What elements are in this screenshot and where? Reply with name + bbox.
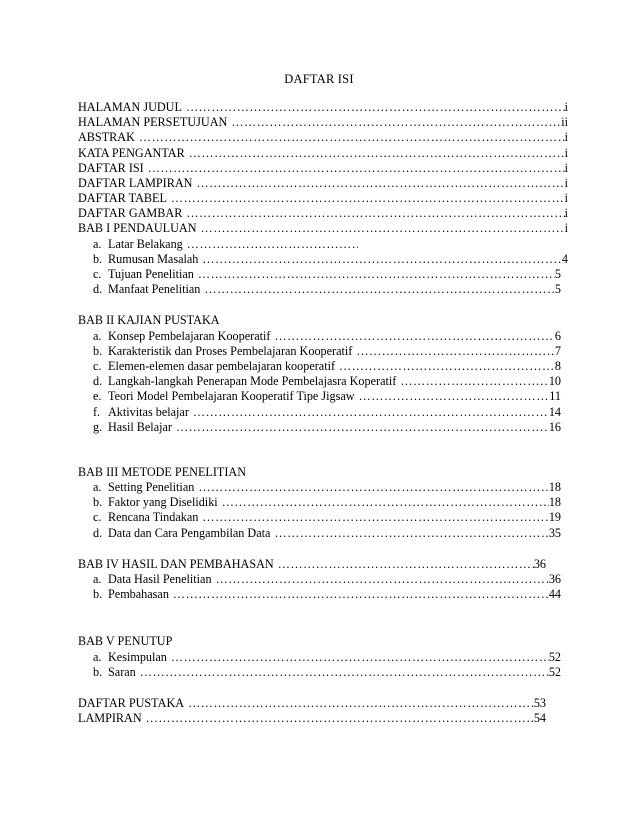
toc-entry[interactable]	[78, 526, 561, 541]
dot-leader	[173, 587, 549, 602]
dot-leader	[216, 572, 549, 587]
entry-page: 11	[549, 389, 561, 404]
entry-page: 5	[554, 282, 561, 297]
entry-page: 8	[554, 358, 561, 373]
dot-leader	[187, 237, 358, 252]
entry-label: HALAMAN JUDUL	[78, 99, 182, 114]
entry-marker: a.	[93, 480, 102, 495]
entry-marker: a.	[93, 572, 102, 587]
entry-label: DAFTAR LAMPIRAN	[78, 175, 193, 190]
entry-page: i	[564, 221, 568, 236]
dot-leader	[198, 480, 548, 495]
entry-page: 19	[548, 510, 561, 525]
entry-label: Rencana Tindakan	[108, 510, 199, 525]
entry-marker: f.	[93, 404, 101, 419]
entry-marker: d.	[93, 374, 103, 389]
toc-entry[interactable]	[78, 344, 561, 359]
dot-leader	[274, 526, 548, 541]
entry-page: 14	[548, 404, 561, 419]
entry-page: i	[564, 130, 568, 145]
entry-page: 5	[554, 267, 561, 282]
entry-label: Data Hasil Penelitian	[108, 572, 212, 587]
toc-entry[interactable]	[78, 359, 561, 374]
entry-page: i	[564, 206, 568, 221]
entry-page: 10	[548, 374, 561, 389]
back-matter-list	[78, 696, 568, 726]
entry-label: Setting Penelitian	[108, 480, 195, 495]
entry-label: Tujuan Penelitian	[108, 267, 194, 282]
toc-entry[interactable]	[78, 115, 568, 130]
toc-entry[interactable]	[78, 267, 561, 282]
entry-page: 6	[554, 328, 561, 343]
chapter-label: BAB II KAJIAN PUSTAKA	[78, 313, 220, 328]
entry-page: 53	[533, 695, 546, 710]
entry-label: Faktor yang Diselidiki	[108, 495, 218, 510]
chapter-label: BAB V PENUTUP	[78, 634, 173, 649]
entry-label: Hasil Belajar	[108, 419, 172, 434]
toc-entry[interactable]	[78, 206, 568, 221]
toc-entry[interactable]	[78, 161, 568, 176]
dot-leader	[188, 696, 534, 711]
toc-entry[interactable]	[78, 696, 546, 711]
dot-leader	[278, 557, 534, 572]
entry-label: Manfaat Penelitian	[108, 282, 201, 297]
entry-label: ABSTRAK	[78, 130, 135, 145]
dot-leader	[146, 711, 534, 726]
toc-entry[interactable]	[78, 665, 561, 680]
entry-marker: a.	[93, 649, 102, 664]
toc-entry[interactable]	[78, 146, 568, 161]
dot-leader	[176, 420, 549, 435]
dot-leader	[186, 100, 565, 115]
entry-page: 52	[548, 649, 561, 664]
entry-label: Data dan Cara Pengambilan Data	[108, 525, 271, 540]
entry-page: 4	[561, 251, 568, 266]
toc-entry[interactable]	[78, 374, 561, 389]
entry-label: Langkah-langkah Penerapan Mode Pembelajasra Koperatif	[108, 374, 397, 389]
chapter-label: BAB IV HASIL DAN PEMBAHASAN	[78, 556, 274, 571]
entry-label: HALAMAN PERSETUJUAN	[78, 115, 228, 130]
entry-label: BAB I PENDAULUAN	[78, 221, 197, 236]
dot-leader	[139, 130, 565, 145]
toc-entry[interactable]	[78, 176, 568, 191]
entry-label: Elemen-elemen dasar pembelajaran kooperatif	[108, 358, 336, 373]
toc-entry[interactable]	[78, 650, 561, 665]
toc-entry[interactable]	[78, 420, 561, 435]
entry-page: i	[564, 175, 568, 190]
toc-entry[interactable]	[78, 237, 358, 252]
toc-entry[interactable]	[78, 495, 561, 510]
entry-page: i	[564, 160, 568, 175]
dot-leader	[148, 161, 565, 176]
entry-marker: b.	[93, 587, 103, 602]
dot-leader	[201, 221, 565, 236]
entry-page: i	[564, 99, 568, 114]
entry-marker: b.	[93, 495, 103, 510]
toc-entry[interactable]	[78, 329, 561, 344]
dot-leader	[356, 344, 555, 359]
entry-label: LAMPIRAN	[78, 711, 142, 726]
dot-leader	[231, 115, 561, 130]
entry-marker: d.	[93, 282, 103, 297]
dot-leader	[274, 329, 554, 344]
toc-entry[interactable]	[78, 282, 561, 297]
toc-entry[interactable]	[78, 711, 546, 726]
entry-label: Teori Model Pembelajaran Kooperatif Tipe Jigsaw	[108, 389, 355, 404]
entry-marker: c.	[93, 267, 102, 282]
toc-entry[interactable]	[78, 252, 568, 267]
bab4-items	[78, 572, 568, 602]
entry-page: ii	[561, 115, 568, 130]
entry-label: DAFTAR ISI	[78, 160, 144, 175]
toc-entry[interactable]	[78, 389, 561, 404]
entry-marker: b.	[93, 251, 103, 266]
entry-marker: b.	[93, 343, 103, 358]
dot-leader	[198, 267, 555, 282]
toc-entry[interactable]	[78, 100, 568, 115]
entry-page: i	[564, 145, 568, 160]
dot-leader	[140, 665, 549, 680]
toc-entry[interactable]	[78, 480, 561, 495]
toc-entry[interactable]	[78, 191, 568, 206]
entry-page: 35	[548, 525, 561, 540]
entry-marker: d.	[93, 525, 103, 540]
entry-page: 16	[548, 419, 561, 434]
chapter-heading[interactable]	[78, 634, 568, 649]
entry-label: Pembahasan	[108, 587, 169, 602]
dot-leader	[222, 495, 549, 510]
entry-label: DAFTAR TABEL	[78, 191, 167, 206]
entry-marker: a.	[93, 328, 102, 343]
entry-label: DAFTAR PUSTAKA	[78, 695, 185, 710]
chapter-heading[interactable]	[78, 465, 568, 480]
dot-leader	[202, 510, 548, 525]
chapter-heading[interactable]	[78, 557, 546, 572]
entry-marker: c.	[93, 358, 102, 373]
entry-page: 36	[548, 572, 561, 587]
entry-marker: c.	[93, 510, 102, 525]
entry-label: Kesimpulan	[108, 649, 167, 664]
dot-leader	[339, 359, 555, 374]
toc-entry[interactable]	[78, 511, 561, 526]
entry-page: i	[564, 191, 568, 206]
entry-label: KATA PENGANTAR	[78, 145, 185, 160]
dot-leader	[359, 389, 550, 404]
dot-leader	[171, 650, 549, 665]
entry-page: 18	[548, 495, 561, 510]
toc-entry[interactable]	[78, 587, 561, 602]
table-of-contents	[78, 100, 568, 726]
entry-label: DAFTAR GAMBAR	[78, 206, 183, 221]
toc-entry[interactable]	[78, 572, 561, 587]
bab3-items	[78, 480, 568, 541]
dot-leader	[400, 374, 548, 389]
entry-page: 52	[548, 664, 561, 679]
entry-page: 18	[548, 480, 561, 495]
entry-label: Aktivitas belajar	[108, 404, 189, 419]
bab1-items	[78, 237, 568, 298]
entry-label: Rumusan Masalah	[108, 251, 199, 266]
toc-entry[interactable]	[78, 130, 568, 145]
entry-label: Saran	[108, 664, 136, 679]
dot-leader	[196, 176, 564, 191]
dot-leader	[193, 405, 549, 420]
entry-label: Konsep Pembelajaran Kooperatif	[108, 328, 271, 343]
bab2-items	[78, 329, 568, 435]
toc-entry[interactable]	[78, 405, 561, 420]
page-title: DAFTAR ISI	[284, 72, 354, 86]
dot-leader	[171, 191, 565, 206]
dot-leader	[202, 252, 562, 267]
entry-page: 7	[554, 343, 561, 358]
entry-page: 44	[548, 587, 561, 602]
entry-marker: e.	[93, 389, 102, 404]
entry-label: Karakteristik dan Proses Pembelajaran Kooperatif	[108, 343, 353, 358]
entry-marker: g.	[93, 419, 103, 434]
front-matter-list	[78, 100, 568, 237]
entry-page: 54	[533, 711, 546, 726]
toc-entry[interactable]	[78, 222, 568, 237]
dot-leader	[186, 206, 564, 221]
entry-marker: a.	[93, 236, 102, 251]
bab5-items	[78, 650, 568, 680]
entry-marker: b.	[93, 664, 103, 679]
entry-page: 36	[533, 556, 546, 571]
entry-label: Latar Belakang	[108, 236, 183, 251]
dot-leader	[204, 282, 555, 297]
dot-leader	[189, 146, 565, 161]
chapter-heading[interactable]	[78, 313, 568, 328]
chapter-label: BAB III METODE PENELITIAN	[78, 464, 247, 479]
